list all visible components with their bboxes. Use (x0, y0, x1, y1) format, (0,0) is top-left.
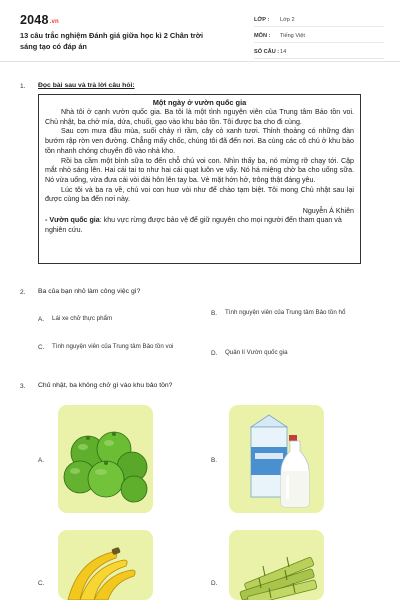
logo-tld: .vn (49, 19, 59, 25)
question-number: 1. (20, 83, 26, 90)
meta-panel (254, 13, 384, 61)
page-header (0, 0, 400, 62)
meta-value: Tiếng Việt (280, 32, 305, 39)
logo-text: 2048 (20, 13, 49, 27)
vocabulary-note (45, 216, 354, 235)
meta-row-subject (254, 29, 384, 43)
bananas-image[interactable] (58, 530, 153, 600)
meta-row-grade (254, 13, 384, 27)
passage-paragraph: Lúc tôi và ba ra về, chú voi con huơ vòi như để chào tạm biệt. Tôi mong Chủ nhật sau lại được cùng ba đến nơi này. (45, 185, 354, 204)
question-instruction: Đọc bài sau và trả lời câu hỏi: (38, 82, 135, 89)
answer-option-c[interactable] (38, 580, 52, 587)
option-letter: B. (211, 457, 218, 464)
meta-label: LỚP : (254, 16, 270, 23)
option-text: Quản lí Vườn quốc gia (225, 349, 288, 356)
passage-paragraph: Rồi ba cầm một bình sữa to đến chỗ chú voi con. Nhìn thấy ba, nó mừng rỡ chạy tới. Cặp mắt nhỏ sáng lên. Hai cái tai to như hai cái quạt luôn ve vẩy. Nó há miệng chờ ba cho uống sữa. Nó vừa uống, vừa đưa cái vòi dài hôn lên tay ba. Vẻ mặt hớn hở, trông thật đáng yêu. (45, 156, 354, 184)
sugarcane-icon (229, 530, 324, 600)
bananas-icon (58, 530, 153, 600)
question-number: 2. (20, 289, 26, 296)
coconuts-image[interactable] (58, 405, 153, 513)
coconuts-icon (58, 405, 153, 513)
answer-option-b[interactable] (211, 457, 225, 464)
option-letter: C. (38, 343, 45, 351)
reading-passage (38, 94, 361, 264)
answer-option-d[interactable] (211, 348, 371, 358)
answer-option-d[interactable] (211, 580, 225, 587)
passage-paragraph: Sau cơn mưa đầu mùa, suối chảy rì rầm, cây cỏ xanh tươi. Thỉnh thoảng có những đàn bướm rập rờn ven đường. Chẳng mấy chốc, chúng tôi đã đến nơi. Ba cùng các cô chú ở khu bảo tồn nhanh chóng chuyển đồ vào nhà kho. (45, 127, 354, 155)
option-text: Tình nguyện viên của Trung tâm Bảo tồn hổ (225, 309, 346, 316)
meta-label: SỐ CÂU : (254, 48, 280, 55)
note-text: : khu vực rừng được bảo vệ để giữ nguyên cho mọi người đến tham quan và nghiên cứu. (45, 216, 342, 234)
question-text: Chủ nhật, ba không chở gì vào khu bảo tồn? (38, 382, 173, 389)
answer-option-c[interactable] (38, 342, 208, 352)
option-text: Tình nguyện viên của Trung tâm Bảo tồn voi (52, 343, 174, 350)
option-letter: B. (211, 309, 218, 317)
sugarcane-image[interactable] (229, 530, 324, 600)
option-letter: A. (38, 315, 45, 323)
answer-option-a[interactable] (38, 314, 198, 324)
passage-author: Nguyễn Á Khiên (302, 207, 354, 216)
answer-option-b[interactable] (211, 308, 371, 318)
question-text: Ba của bạn nhỏ làm công việc gì? (38, 288, 141, 295)
site-logo[interactable] (20, 13, 59, 27)
document-title: 13 câu trắc nghiệm Đánh giá giữa học kì 2 Chân trời sáng tạo có đáp án (20, 31, 204, 51)
milk-image[interactable] (229, 405, 324, 513)
option-letter: A. (38, 457, 45, 464)
milk-icon (229, 405, 324, 513)
meta-row-count (254, 45, 384, 59)
option-letter: C. (38, 580, 45, 587)
option-letter: D. (211, 349, 218, 357)
option-letter: D. (211, 580, 218, 587)
question-number: 3. (20, 383, 26, 390)
passage-paragraph: Nhà tôi ở cạnh vườn quốc gia. Ba tôi là một tình nguyện viên của Trung tâm Bảo tồn voi. Chủ nhật, ba chở mía, dứa, chuối, gạo vào khu bảo tồn. Tôi được ba cho đi cùng. (45, 108, 354, 126)
option-text: Lái xe chở thực phẩm (52, 315, 113, 322)
passage-title: Một ngày ở vườn quốc gia (152, 98, 247, 107)
note-term: - Vườn quốc gia (45, 216, 100, 225)
meta-value: Lớp 2 (280, 16, 295, 23)
meta-value: 14 (280, 48, 287, 55)
answer-option-a[interactable] (38, 457, 52, 464)
meta-label: MÔN : (254, 32, 271, 39)
